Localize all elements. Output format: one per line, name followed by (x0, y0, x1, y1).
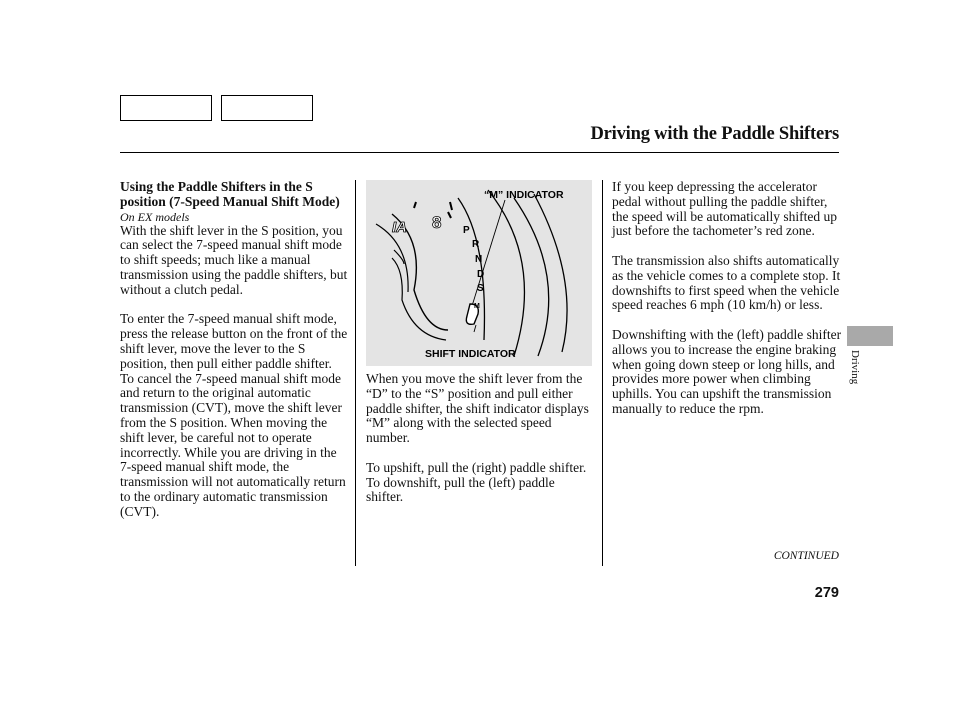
continued-label: CONTINUED (773, 550, 839, 562)
shift-indicator-label: SHIFT INDICATOR (425, 348, 516, 360)
gear-r: R (472, 239, 480, 250)
paragraph-intro: With the shift lever in the S position, you can select the 7-speed manual shift mode to shift speeds; much like a manual transmission using the paddle shifters, but without a clutch pedal. (120, 222, 348, 297)
page-number: 279 (814, 585, 839, 601)
instrument-figure (366, 180, 592, 366)
column-divider-2 (602, 180, 603, 566)
paragraph-enter-mode: To enter the 7-speed manual shift mode, press the release button on the front of the shift lever, move the lever to the S position, then pull either paddle shifter. To cancel the 7-speed manual shift mode and return to the original automatic transmission (CVT), move the shift lever from the S position. When moving the shift lever, be careful not to operate incorrectly. While you are driving in the 7-speed manual shift mode, the transmission will not automatically return to the ordinary automatic transmission (CVT). (120, 311, 348, 519)
gauge-illustration (366, 180, 592, 366)
title-rule (120, 152, 839, 153)
column-divider-1 (355, 180, 356, 566)
nav-tab-1[interactable] (120, 95, 212, 121)
gear-m: M (474, 303, 480, 310)
gear-s: S (477, 283, 484, 294)
page-title: Driving with the Paddle Shifters (590, 124, 839, 144)
nav-tab-2[interactable] (221, 95, 313, 121)
gear-p: P (463, 225, 470, 236)
gear-n: N (475, 254, 483, 265)
right-column (612, 180, 842, 417)
section-side-label: Driving (849, 350, 861, 385)
middle-column (366, 372, 594, 505)
m-indicator-label: “M” INDICATOR (484, 189, 564, 201)
gear-number: 8 (432, 213, 442, 232)
gear-d: D (477, 269, 485, 280)
paragraph-m-indicator: When you move the shift lever from the “D” to the “S” position and pull either paddle shifter, the shift indicator displays “M” along with the selected speed number. (366, 371, 589, 446)
paragraph-engine-braking: Downshifting with the (left) paddle shifter allows you to increase the engine braking when going down steep or long hills, and provides more power when climbing uphills. You can upshift the transmission manually to reduce the rpm. (612, 326, 842, 416)
section-tab (847, 326, 893, 346)
speedometer-fragment: IA (392, 219, 407, 236)
paragraph-auto-upshift: If you keep depressing the accelerator pedal without pulling the paddle shifter, the speed will be automatically shifted up just before the tachometer’s red zone. (612, 179, 837, 239)
section-heading: Using the Paddle Shifters in the S position (7-Speed Manual Shift Mode) (120, 179, 340, 209)
left-column (120, 180, 348, 520)
paragraph-up-downshift: To upshift, pull the (right) paddle shifter. To downshift, pull the (left) paddle shifter. (366, 459, 587, 505)
paragraph-auto-downshift: The transmission also shifts automatically as the vehicle comes to a complete stop. It downshifts to first speed when the vehicle speed reaches 6 mph (10 km/h) or less. (612, 252, 841, 313)
model-note: On EX models (120, 209, 190, 224)
